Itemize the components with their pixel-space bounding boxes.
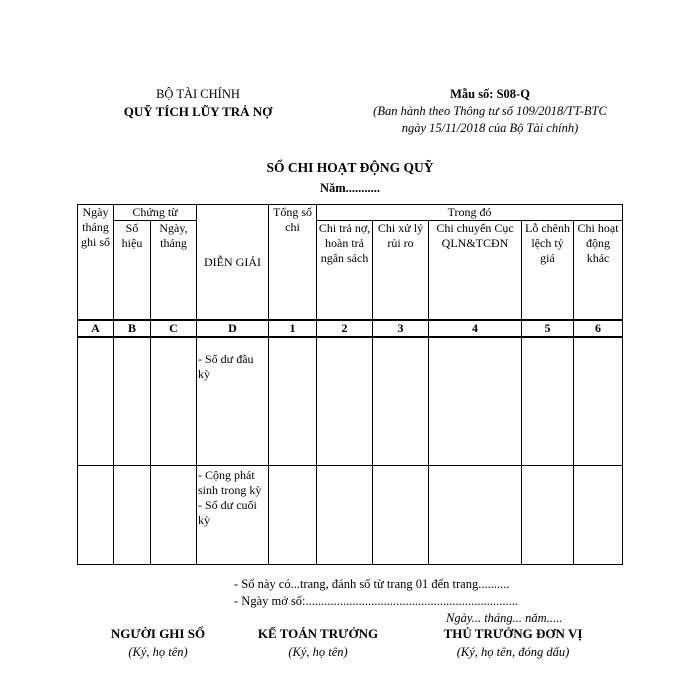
- code-b: B: [114, 320, 151, 337]
- table-cell[interactable]: [114, 466, 151, 565]
- table-cell[interactable]: [269, 466, 317, 565]
- table-cell[interactable]: [151, 337, 197, 466]
- table-cell[interactable]: [151, 466, 197, 565]
- table-cell[interactable]: [574, 337, 623, 466]
- code-a: A: [78, 320, 114, 337]
- table-cell[interactable]: [78, 466, 114, 565]
- col-date-header: Ngày tháng ghi sổ: [78, 205, 114, 321]
- code-3: 3: [373, 320, 429, 337]
- voucher-group-header: Chứng từ: [114, 205, 197, 221]
- signature-subtitle: (Ký, họ tên, đóng dấu): [456, 645, 570, 659]
- table-row: [78, 466, 623, 565]
- signature-title: NGƯỜI GHI SỔ: [110, 626, 206, 641]
- table-cell[interactable]: [373, 466, 429, 565]
- ledger-table: [77, 204, 623, 565]
- code-1: 1: [269, 320, 317, 337]
- table-cell[interactable]: [373, 337, 429, 466]
- signature-head-of-unit: [428, 625, 598, 661]
- issued-line-2: ngày 15/11/2018 của Bộ Tài chính): [401, 121, 579, 135]
- signature-title: THỦ TRƯỞNG ĐƠN VỊ: [443, 626, 583, 641]
- period-total-label: - Cộng phát sinh trong kỳ: [198, 468, 262, 497]
- code-4: 4: [429, 320, 522, 337]
- signature-recorder: [98, 625, 218, 661]
- closing-balance-label: - Số dư cuối kỳ: [198, 498, 257, 527]
- code-5: 5: [522, 320, 574, 337]
- signature-title: KẾ TOÁN TRƯỞNG: [257, 626, 379, 641]
- table-cell[interactable]: [269, 337, 317, 466]
- table-header-row-2: [78, 221, 623, 321]
- table-cell[interactable]: [574, 466, 623, 565]
- issued-line-1: (Ban hành theo Thông tư số 109/2018/TT-BTC: [373, 104, 607, 118]
- code-2: 2: [317, 320, 373, 337]
- col-2-header: Chi trả nợ, hoàn trả ngân sách: [317, 221, 373, 321]
- opened-date-note: - Ngày mở sổ:....................................................................: [234, 594, 519, 608]
- table-cell[interactable]: [317, 337, 373, 466]
- period-totals-cell: [197, 466, 269, 565]
- column-code-row: [78, 320, 623, 337]
- table-cell[interactable]: [429, 466, 522, 565]
- opening-balance-label: - Số dư đầu kỳ: [197, 337, 269, 466]
- voucher-date-header: Ngày, tháng: [151, 221, 197, 321]
- code-c: C: [151, 320, 197, 337]
- col-4-header: Chi chuyển Cục QLN&TCĐN: [429, 221, 522, 321]
- signature-chief-accountant: [248, 625, 388, 661]
- code-6: 6: [574, 320, 623, 337]
- table-cell[interactable]: [522, 466, 574, 565]
- signature-date: Ngày... tháng... năm.....: [446, 611, 563, 625]
- description-header: DIỄN GIẢI: [197, 205, 269, 321]
- number-header: Số hiệu: [114, 221, 151, 321]
- form-code: Mẫu số: S08-Q: [450, 87, 530, 101]
- pages-note: - Sổ này có...trang, đánh số từ trang 01 đến trang..........: [234, 577, 510, 591]
- total-header: Tổng số chi: [269, 205, 317, 321]
- table-cell[interactable]: [522, 337, 574, 466]
- table-cell[interactable]: [78, 337, 114, 466]
- code-d: D: [197, 320, 269, 337]
- fund-name: QUỸ TÍCH LŨY TRẢ NỢ: [123, 104, 273, 119]
- table-row: [78, 337, 623, 466]
- signature-subtitle: (Ký, họ tên): [288, 645, 348, 659]
- col-6-header: Chi hoạt động khác: [574, 221, 623, 321]
- table-header-row-1: [78, 205, 623, 221]
- signature-subtitle: (Ký, họ tên): [128, 645, 188, 659]
- detail-group-header: Trong đó: [317, 205, 623, 221]
- table-cell[interactable]: [114, 337, 151, 466]
- table-cell[interactable]: [317, 466, 373, 565]
- col-5-header: Lỗ chênh lệch tỷ giá: [522, 221, 574, 321]
- page-title: SỔ CHI HOẠT ĐỘNG QUỸ: [266, 160, 434, 175]
- header-right: [340, 86, 640, 137]
- header-left: [118, 86, 278, 120]
- col-3-header: Chi xử lý rủi ro: [373, 221, 429, 321]
- year-line: Năm...........: [319, 181, 381, 195]
- table-cell[interactable]: [429, 337, 522, 466]
- ministry-name: BỘ TÀI CHÍNH: [156, 87, 240, 101]
